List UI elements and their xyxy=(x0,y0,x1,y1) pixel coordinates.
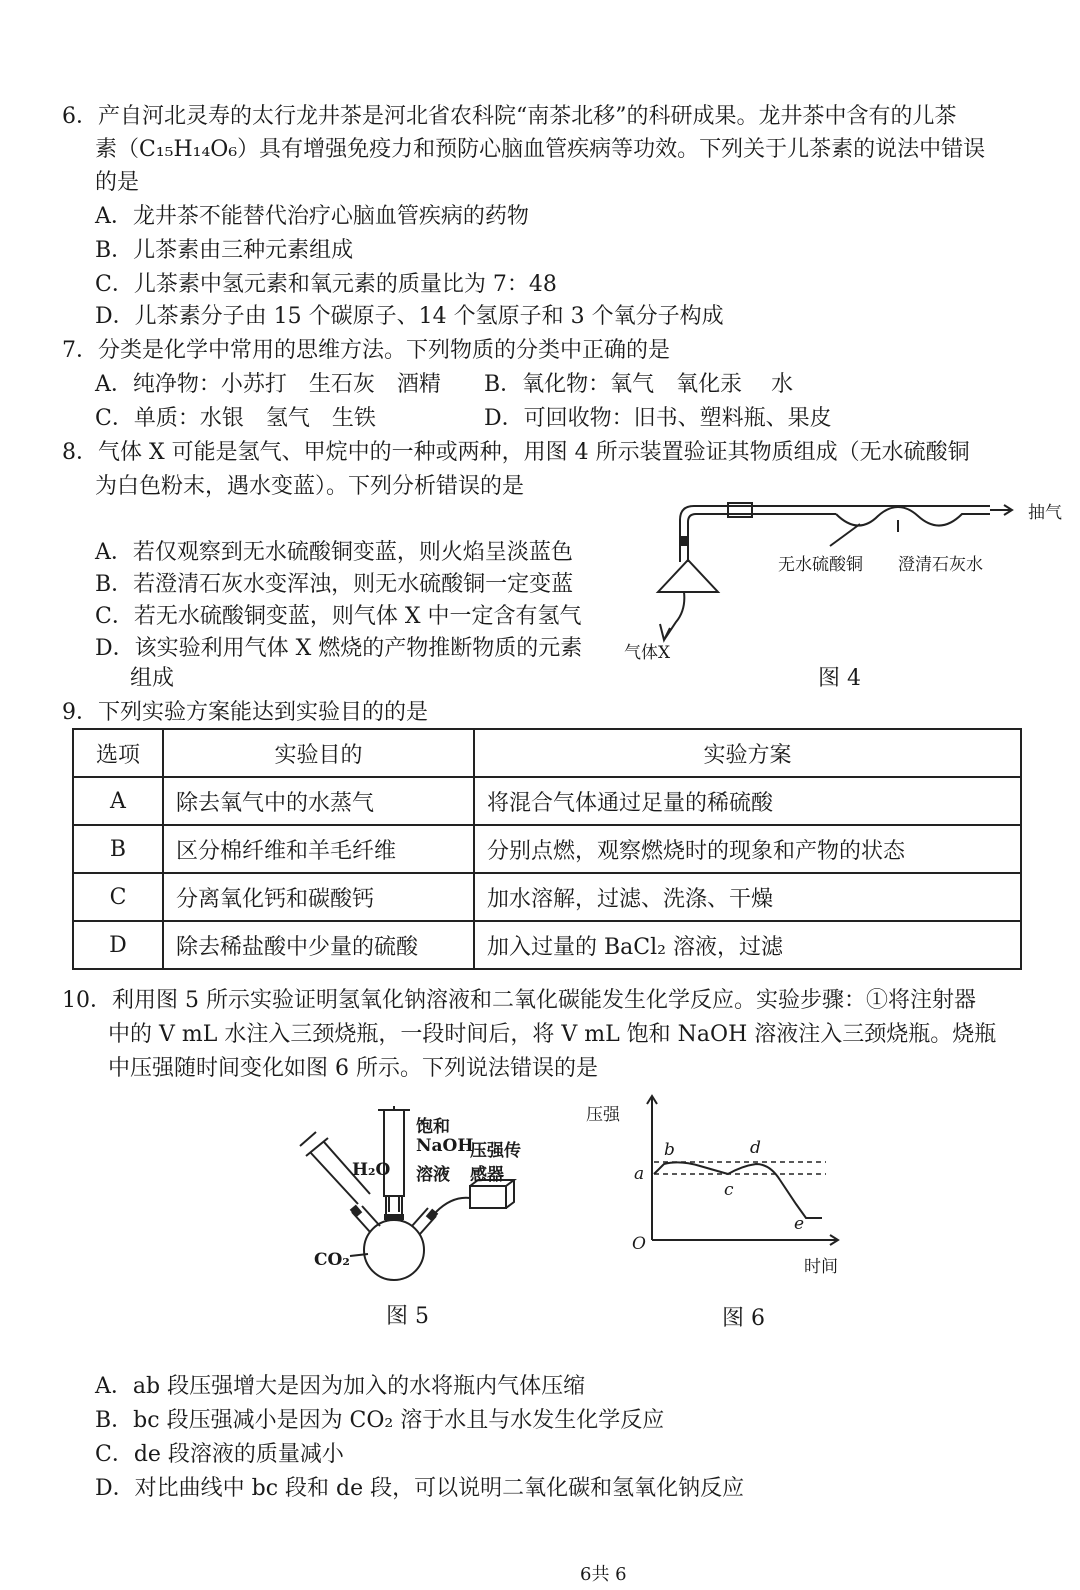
q6-stem-line2: 素（C₁₅H₁₄O₆）具有增强免疫力和预防心脑血管疾病等功效。下列关于儿茶素的说法中错误 xyxy=(95,137,986,162)
q10-option-b: B．bc 段压强减小是因为 CO₂ 溶于水且与水发生化学反应 xyxy=(95,1408,665,1433)
table-cell: 除去稀盐酸中少量的硫酸 xyxy=(163,921,474,969)
fig6-xlabel: 时间 xyxy=(804,1257,838,1277)
fig6-origin-label: O xyxy=(632,1234,646,1254)
q10-stem-line1: 10．利用图 5 所示实验证明氢氧化钠溶液和二氧化碳能发生化学反应。实验步骤：①将注射器 xyxy=(62,988,976,1013)
fig5-solution-label: 溶液 xyxy=(416,1165,450,1185)
fig5-sensor-label-2: 感器 xyxy=(470,1165,504,1185)
fig4-pump-label: 抽气 xyxy=(1028,503,1062,523)
q10-stem-line2: 中的 V mL 水注入三颈烧瓶，一段时间后，将 V mL 饱和 NaOH 溶液注入三颈烧瓶。烧瓶 xyxy=(108,1022,997,1047)
fig6-ylabel: 压强 xyxy=(586,1105,620,1125)
q9-stem: 9．下列实验方案能达到实验目的的是 xyxy=(62,700,428,725)
table-cell: A xyxy=(73,777,163,825)
q10-stem-line3: 中压强随时间变化如图 6 所示。下列说法错误的是 xyxy=(108,1056,598,1081)
q10-option-c: C．de 段溶液的质量减小 xyxy=(95,1442,344,1467)
fig4-cuso4-label: 无水硫酸铜 xyxy=(778,555,863,575)
table-cell: 分离氧化钙和碳酸钙 xyxy=(163,873,474,921)
fig4-caption: 图 4 xyxy=(818,666,861,691)
table-cell: C xyxy=(73,873,163,921)
fig5-co2-label: CO₂ xyxy=(314,1250,350,1270)
q6-option-b: B．儿茶素由三种元素组成 xyxy=(95,238,354,263)
q6-option-c: C．儿茶素中氢元素和氧元素的质量比为 7：48 xyxy=(95,272,557,297)
q8-option-d-line2: 组成 xyxy=(130,666,175,691)
fig6-point-a: a xyxy=(634,1164,645,1184)
fig6-point-d: d xyxy=(750,1138,761,1158)
fig5-caption: 图 5 xyxy=(386,1304,429,1329)
table-cell: 将混合气体通过足量的稀硫酸 xyxy=(474,777,1021,825)
q6-option-a: A．龙井茶不能替代治疗心脑血管疾病的药物 xyxy=(95,204,529,229)
q7-option-d: D．可回收物：旧书、塑料瓶、果皮 xyxy=(484,406,832,431)
fig4-gas-label: 气体X xyxy=(624,643,671,663)
table-header-cell: 实验目的 xyxy=(163,729,474,777)
table-cell: 除去氧气中的水蒸气 xyxy=(163,777,474,825)
table-header-cell: 选项 xyxy=(73,729,163,777)
q8-option-c: C．若无水硫酸铜变蓝，则气体 X 中一定含有氢气 xyxy=(95,604,582,629)
q8-option-a: A．若仅观察到无水硫酸铜变蓝，则火焰呈淡蓝色 xyxy=(95,540,573,565)
fig6-point-e: e xyxy=(794,1214,805,1234)
q10-option-a: A．ab 段压强增大是因为加入的水将瓶内气体压缩 xyxy=(95,1374,586,1399)
table-header-cell: 实验方案 xyxy=(474,729,1021,777)
table-cell: 区分棉纤维和羊毛纤维 xyxy=(163,825,474,873)
table-cell: 加入过量的 BaCl₂ 溶液，过滤 xyxy=(474,921,1021,969)
fig4-limewater-label: 澄清石灰水 xyxy=(898,555,983,575)
q10-option-d: D．对比曲线中 bc 段和 de 段，可以说明二氧化碳和氢氧化钠反应 xyxy=(95,1476,745,1501)
table-cell: B xyxy=(73,825,163,873)
table-cell: 加水溶解，过滤、洗涤、干燥 xyxy=(474,873,1021,921)
fig5-saturated-label: 饱和 xyxy=(416,1117,450,1137)
q6-stem-line3: 的是 xyxy=(95,170,140,195)
table-cell: D xyxy=(73,921,163,969)
fig5-sensor-label-1: 压强传 xyxy=(470,1141,521,1161)
q7-stem: 7．分类是化学中常用的思维方法。下列物质的分类中正确的是 xyxy=(62,338,670,363)
q8-stem-line1: 8．气体 X 可能是氢气、甲烷中的一种或两种，用图 4 所示装置验证其物质组成（无水硫酸铜 xyxy=(62,440,970,465)
table-cell: 分别点燃，观察燃烧时的现象和产物的状态 xyxy=(474,825,1021,873)
q8-option-b: B．若澄清石灰水变浑浊，则无水硫酸铜一定变蓝 xyxy=(95,572,574,597)
fig6-point-b: b xyxy=(664,1140,675,1160)
q7-option-a: A．纯净物：小苏打 生石灰 酒精 xyxy=(95,372,441,397)
page-footer: 6共 6 xyxy=(580,1564,627,1585)
q8-option-d-line1: D．该实验利用气体 X 燃烧的产物推断物质的元素 xyxy=(95,636,583,661)
q8-stem-line2: 为白色粉末，遇水变蓝）。下列分析错误的是 xyxy=(95,474,525,499)
q6-option-d: D．儿茶素分子由 15 个碳原子、14 个氢原子和 3 个氧分子构成 xyxy=(95,304,724,329)
q6-stem-line1: 6．产自河北灵寿的太行龙井茶是河北省农科院“南茶北移”的科研成果。龙井茶中含有的儿茶 xyxy=(62,104,957,129)
fig5-naoh-label: NaOH xyxy=(416,1136,474,1156)
fig6-point-c: c xyxy=(724,1180,734,1200)
q7-option-b: B．氧化物：氧气 氧化汞 水 xyxy=(484,372,794,397)
fig5-water-label: H₂O xyxy=(352,1160,391,1180)
q7-option-c: C．单质：水银 氢气 生铁 xyxy=(95,406,376,431)
fig6-caption: 图 6 xyxy=(722,1306,765,1331)
